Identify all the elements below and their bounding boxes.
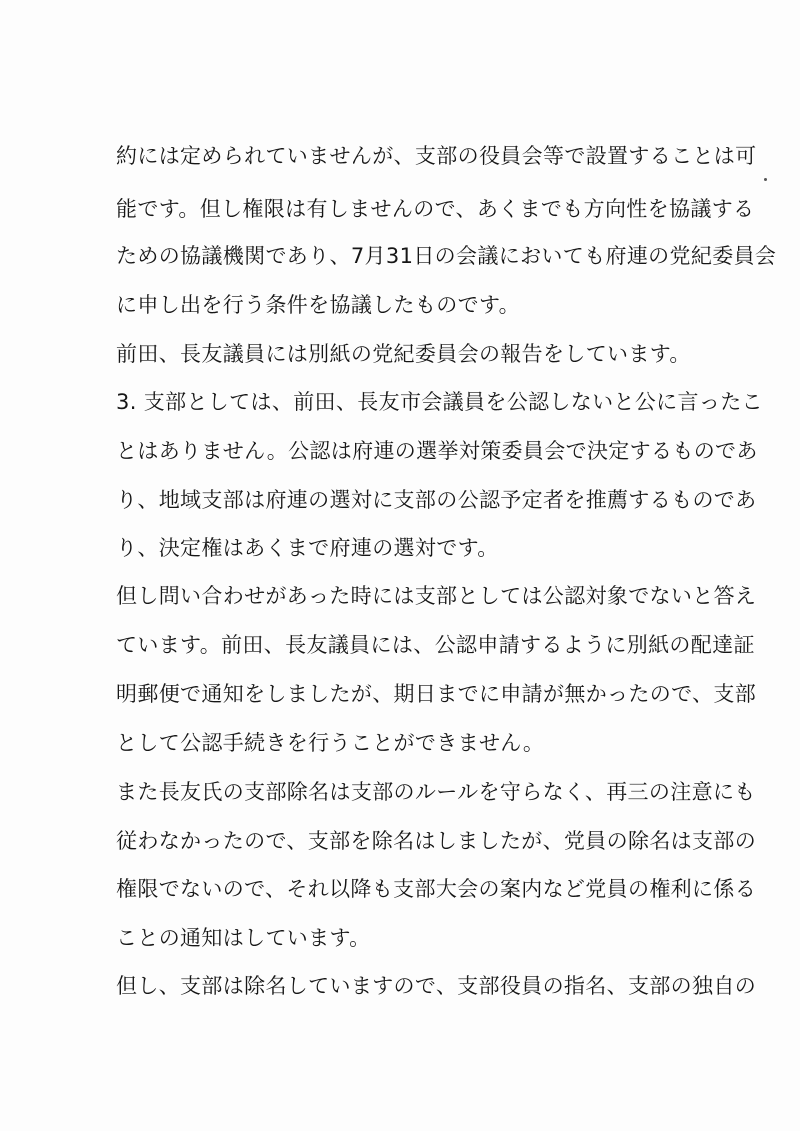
text-line: また長友氏の支部除名は支部のルールを守らなく、再三の注意にも (116, 780, 756, 804)
text-line: 従わなかったので、支部を除名はしましたが、党員の除名は支部の (116, 829, 757, 853)
text-line: 但し問い合わせがあった時には支部としては公認対象でないと答え (116, 584, 757, 608)
text-line: 権限でないので、それ以降も支部大会の案内など党員の権利に係る (116, 877, 757, 901)
text-line: 3. 支部としては、前田、長友市会議員を公認しないと公に言ったこ (116, 390, 763, 414)
text-line: 前田、長友議員には別紙の党紀委員会の報告をしています。 (116, 342, 691, 366)
text-line: ています。前田、長友議員には、公認申請するように別紙の配達証 (116, 633, 755, 657)
text-line: 明郵便で通知をしましたが、期日までに申請が無かったので、支部 (116, 682, 757, 706)
text-line: として公認手続きを行うことができません。 (116, 731, 545, 755)
text-line: に申し出を行う条件を協議したものです。 (116, 293, 520, 317)
text-line: ための協議機関であり、7月31日の会議においても府連の党紀委員会 (116, 244, 777, 268)
text-line: ことの通知はしています。 (116, 926, 371, 950)
text-line: 約には定められていませんが、支部の役員会等で設置することは可 (116, 144, 757, 168)
text-line: 能です。但し権限は有しませんので、あくまでも方向性を協議する (116, 197, 755, 221)
text-line: り、地域支部は府連の選対に支部の公認予定者を推薦するものであ (116, 488, 757, 512)
text-line: とはありません。公認は府連の選挙対策委員会で決定するものであ (116, 439, 758, 463)
scan-speck (764, 178, 767, 181)
text-line: り、決定権はあくまで府連の選対です。 (116, 536, 499, 560)
text-line: 但し、支部は除名していますので、支部役員の指名、支部の独自の (116, 974, 757, 998)
